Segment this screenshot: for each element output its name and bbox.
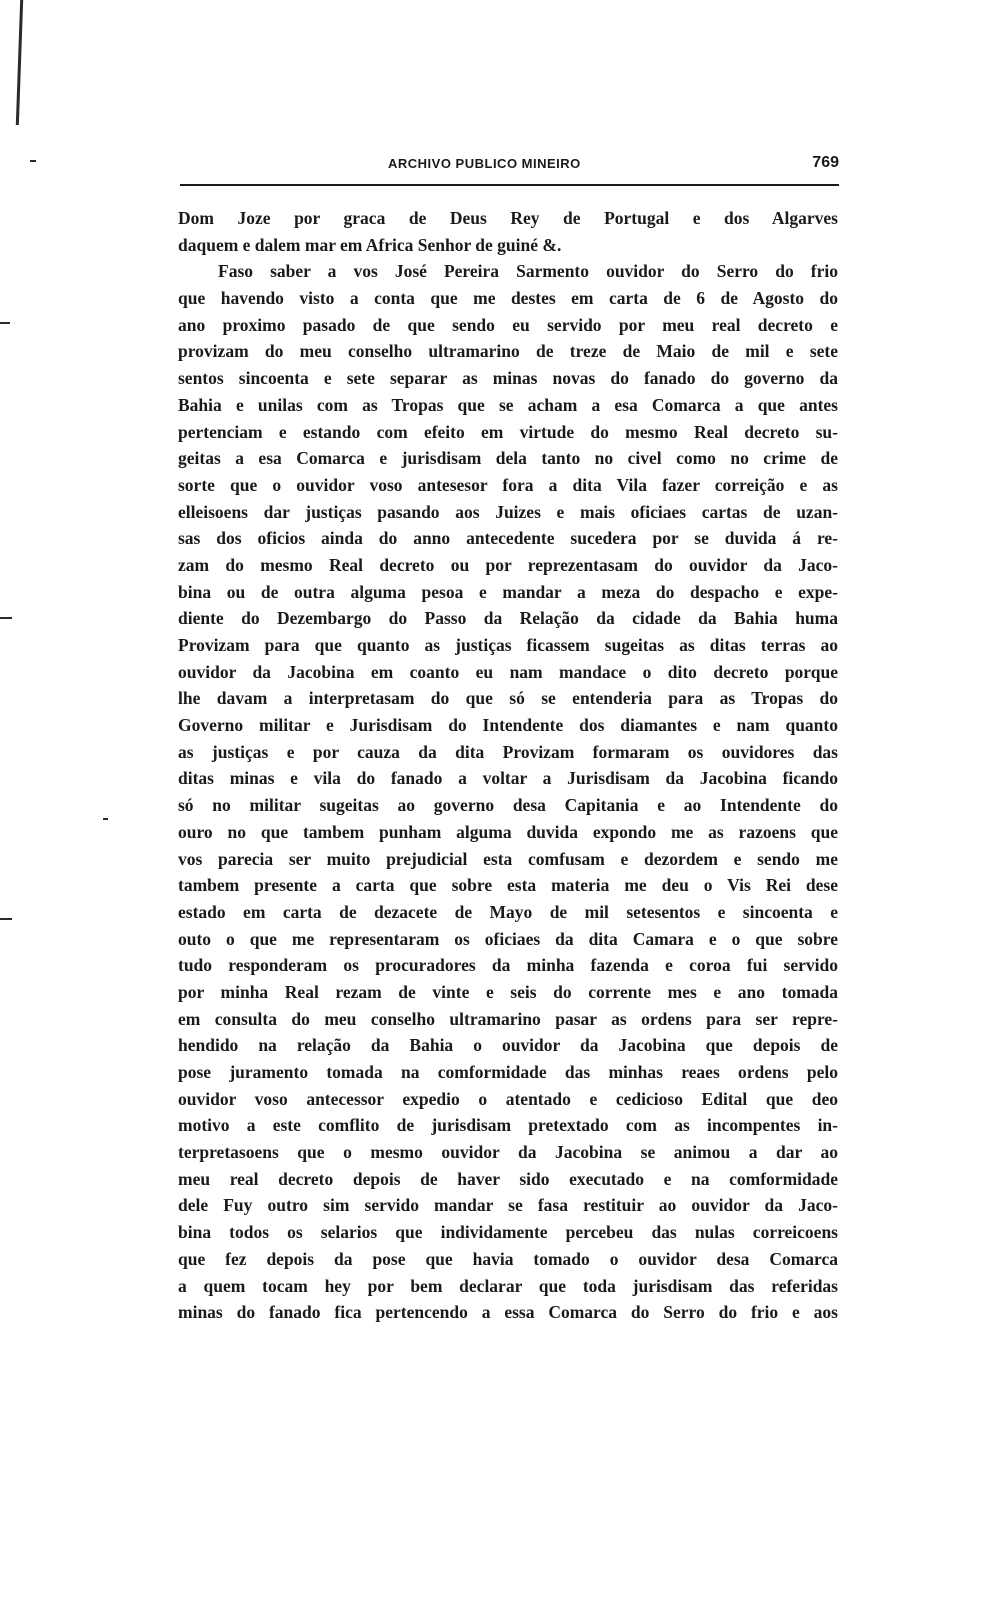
text-line: hendido na relação da Bahia o ouvidor da Jacobina que depois de bbox=[178, 1035, 838, 1056]
text-line: só no militar sugeitas ao governo desa Capitania e ao Intendente do bbox=[178, 795, 838, 816]
text-line: tambem presente a carta que sobre esta materia me deu o Vis Rei dese bbox=[178, 875, 838, 896]
text-line: tudo responderam os procuradores da minha fazenda e coroa fui servido bbox=[178, 955, 838, 976]
text-line: motivo a este comflito de jurisdisam pretextado com as incompentes in- bbox=[178, 1115, 838, 1136]
page-header bbox=[180, 150, 839, 186]
text-line: provizam do meu conselho ultramarino de treze de Maio de mil e sete bbox=[178, 341, 838, 362]
margin-mark bbox=[30, 160, 36, 162]
text-line: terpretasoens que o mesmo ouvidor da Jacobina se animou a dar ao bbox=[178, 1142, 838, 1163]
text-line: minas do fanado fica pertencendo a essa Comarca do Serro do frio e aos bbox=[178, 1302, 838, 1323]
text-line: pose juramento tomada na comformidade das minhas reaes ordens pelo bbox=[178, 1062, 838, 1082]
text-line: sorte que o ouvidor voso antesesor fora a dita Vila fazer correição e as bbox=[178, 474, 838, 495]
text-line: lhe davam a interpretasam do que só se entenderia para as Tropas do bbox=[178, 688, 838, 709]
text-line: bina ou de outra alguma pesoa e mandar a meza do despacho e expe- bbox=[178, 581, 838, 602]
text-line: pertenciam e estando com efeito em virtude do mesmo Real decreto su- bbox=[178, 421, 838, 442]
text-line: ouvidor da Jacobina em coanto eu nam mandace o dito decreto porque bbox=[178, 661, 838, 682]
text-line: daquem e dalem mar em Africa Senhor de guiné &. bbox=[178, 234, 562, 255]
text-line: sas dos oficios ainda do anno antecedente sucedera por se duvida á re- bbox=[178, 528, 838, 549]
text-line: ditas minas e vila do fanado a voltar a Jurisdisam da Jacobina ficando bbox=[178, 768, 838, 789]
margin-rule bbox=[16, 0, 23, 125]
text-line: bina todos os selarios que individamente percebeu das nulas correicoens bbox=[178, 1222, 838, 1243]
text-line: dele Fuy outro sim servido mandar se fasa restituir ao ouvidor da Jaco- bbox=[178, 1195, 838, 1216]
text-line: ouvidor voso antecessor expedio o atentado e cedicioso Edital que deo bbox=[178, 1088, 838, 1109]
text-line: zam do mesmo Real decreto ou por reprezentasam do ouvidor da Jaco- bbox=[178, 554, 838, 575]
text-line: ano proximo pasado de que sendo eu servido por meu real decreto e bbox=[178, 314, 838, 335]
text-line: que fez depois da pose que havia tomado o ouvidor desa Comarca bbox=[178, 1248, 838, 1269]
text-line: meu real decreto depois de haver sido executado e na comformidade bbox=[178, 1168, 838, 1189]
text-line: em consulta do meu conselho ultramarino pasar as ordens para ser repre- bbox=[178, 1008, 838, 1029]
margin-mark bbox=[0, 617, 12, 619]
text-line: a quem tocam hey por bem declarar que toda jurisdisam das referidas bbox=[178, 1275, 838, 1296]
text-line: diente do Dezembargo do Passo da Relação da cidade da Bahia huma bbox=[178, 608, 838, 629]
text-line: Faso saber a vos José Pereira Sarmento ouvidor do Serro do frio bbox=[218, 261, 838, 282]
text-line: geitas a esa Comarca e jurisdisam dela tanto no civel como no crime de bbox=[178, 448, 838, 469]
text-line: as justiças e por cauza da dita Provizam formaram os ouvidores das bbox=[178, 741, 838, 762]
margin-mark bbox=[0, 322, 10, 324]
text-line: ouro no que tambem punham alguma duvida expondo me as razoens que bbox=[178, 821, 838, 842]
text-line: vos parecia ser muito prejudicial esta comfusam e dezordem e sendo me bbox=[178, 848, 838, 869]
page-number: 769 bbox=[812, 154, 839, 171]
document-body bbox=[178, 205, 838, 1326]
text-line: elleisoens dar justiças pasando aos Juizes e mais oficiaes cartas de uzan- bbox=[178, 501, 838, 522]
running-title: ARCHIVO PUBLICO MINEIRO bbox=[388, 156, 581, 171]
margin-mark bbox=[0, 918, 12, 920]
text-line: estado em carta de dezacete de Mayo de mil setesentos e sincoenta e bbox=[178, 901, 838, 922]
text-line: sentos sincoenta e sete separar as minas novas do fanado do governo da bbox=[178, 368, 838, 389]
text-line: Governo militar e Jurisdisam do Intendente dos diamantes e nam quanto bbox=[178, 715, 838, 736]
text-line: outo o que me representaram os oficiaes da dita Camara e o que sobre bbox=[178, 928, 838, 949]
text-line: Dom Joze por graca de Deus Rey de Portugal e dos Algarves bbox=[178, 208, 838, 228]
text-line: Bahia e unilas com as Tropas que se acham a esa Comarca a que antes bbox=[178, 394, 838, 415]
text-line: que havendo visto a conta que me destes em carta de 6 de Agosto do bbox=[178, 288, 838, 309]
text-line: por minha Real rezam de vinte e seis do corrente mes e ano tomada bbox=[178, 981, 838, 1002]
text-line: Provizam para que quanto as justiças ficassem sugeitas as ditas terras ao bbox=[178, 635, 838, 655]
margin-mark bbox=[103, 818, 108, 820]
